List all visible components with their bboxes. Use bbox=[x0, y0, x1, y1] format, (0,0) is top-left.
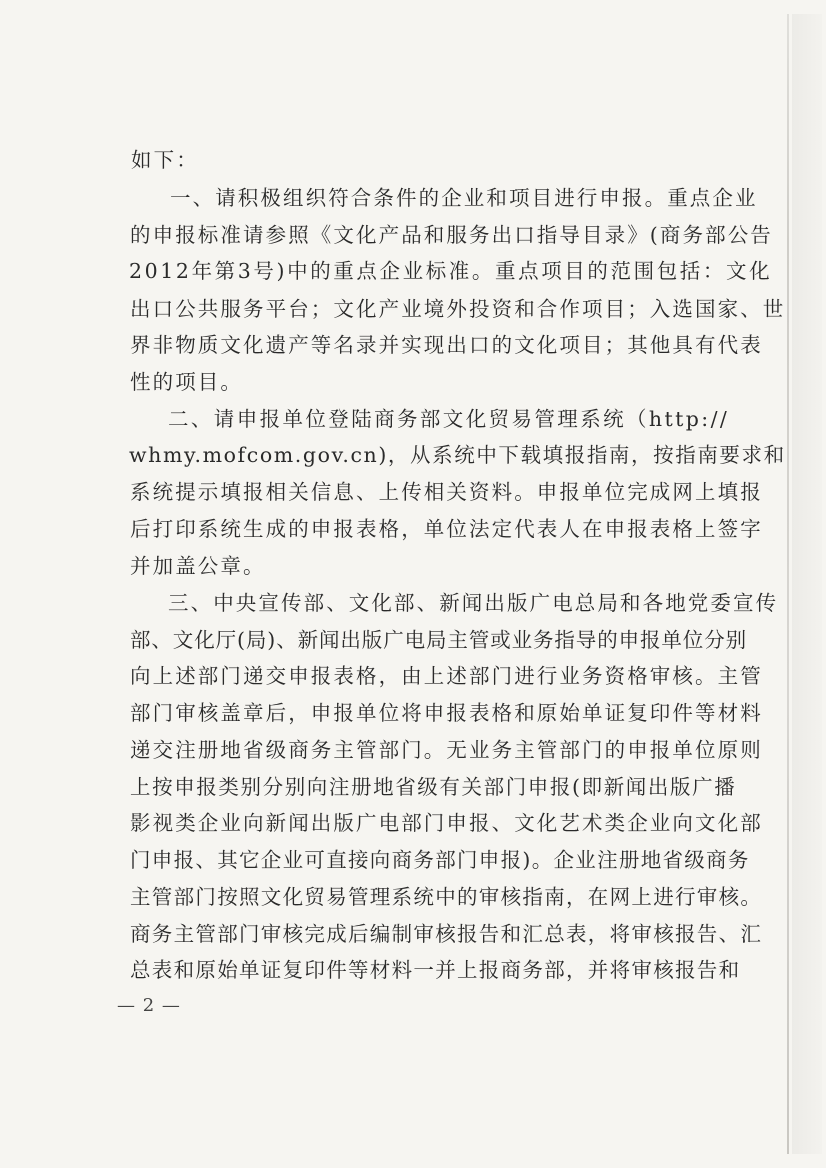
page-edge-line bbox=[787, 14, 789, 1154]
text-line: 上按申报类别分别向注册地省级有关部门申报(即新闻出版广播 bbox=[130, 775, 737, 799]
text-line: 递交注册地省级商务主管部门。无业务主管部门的申报单位原则 bbox=[130, 738, 763, 762]
text-line: 系统提示填报相关信息、上传相关资料。申报单位完成网上填报 bbox=[130, 480, 763, 504]
text-line: 的申报标准请参照《文化产品和服务出口指导目录》(商务部公告 bbox=[130, 223, 773, 247]
text-line: 一、请积极组织符合条件的企业和项目进行申报。重点企业 bbox=[170, 186, 758, 210]
text-line: 门申报、其它企业可直接向商务部门申报)。企业注册地省级商务 bbox=[130, 848, 750, 872]
page-number: — 2 — bbox=[117, 995, 181, 1016]
text-line: 2012年第3号)中的重点企业标准。重点项目的范围包括：文化 bbox=[129, 259, 773, 283]
text-line: 如下： bbox=[131, 148, 199, 172]
text-line: 出口公共服务平台；文化产业境外投资和合作项目；入选国家、世 bbox=[130, 297, 786, 321]
text-line: 并加盖公章。 bbox=[130, 554, 266, 578]
text-line: 性的项目。 bbox=[130, 370, 243, 394]
text-line: 商务主管部门审核完成后编制审核报告和汇总表，将审核报告、汇 bbox=[130, 922, 763, 946]
text-line: 二、请申报单位登陆商务部文化贸易管理系统（http:// bbox=[168, 407, 730, 431]
text-line: 部、文化厅(局)、新闻出版广电局主管或业务指导的申报单位分别 bbox=[130, 628, 747, 652]
text-line: 后打印系统生成的申报表格，单位法定代表人在申报表格上签字 bbox=[130, 517, 763, 541]
text-line: 总表和原始单证复印件等材料一并上报商务部，并将审核报告和 bbox=[130, 958, 741, 982]
text-line: 主管部门按照文化贸易管理系统中的审核指南，在网上进行审核。 bbox=[130, 885, 763, 909]
text-line: whmy.mofcom.gov.cn)，从系统中下载填报指南，按指南要求和 bbox=[129, 443, 786, 467]
page-edge-shadow bbox=[792, 14, 822, 1154]
text-line: 三、中央宣传部、文化部、新闻出版广电总局和各地党委宣传 bbox=[168, 591, 779, 615]
text-line: 界非物质文化遗产等名录并实现出口的文化项目；其他具有代表 bbox=[130, 333, 763, 357]
text-line: 部门审核盖章后，申报单位将申报表格和原始单证复印件等材料 bbox=[130, 701, 763, 725]
text-line: 影视类企业向新闻出版广电部门申报、文化艺术类企业向文化部 bbox=[130, 811, 763, 835]
text-line: 向上述部门递交申报表格，由上述部门进行业务资格审核。主管 bbox=[130, 664, 763, 688]
